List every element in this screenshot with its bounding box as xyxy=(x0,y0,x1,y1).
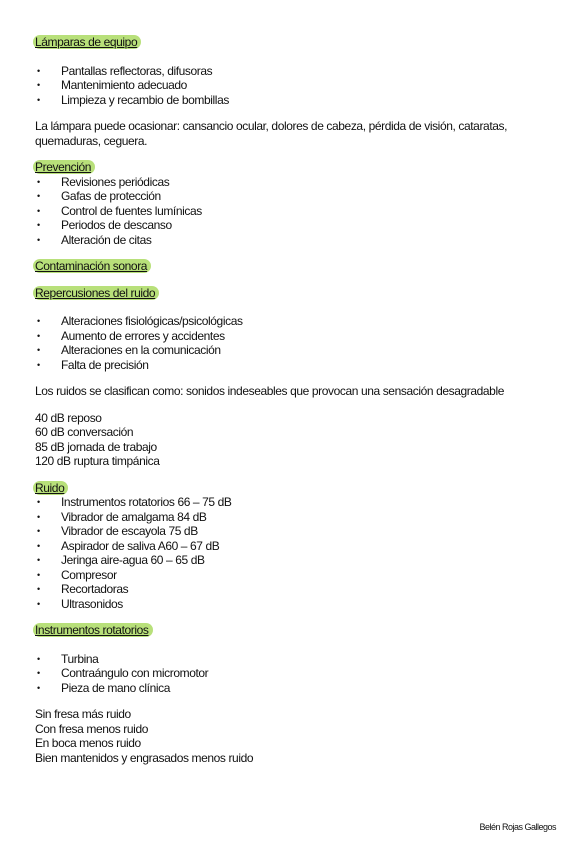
heading-ruido: Ruido xyxy=(33,481,68,495)
section-prevencion xyxy=(35,160,535,247)
list-prevencion xyxy=(35,175,535,248)
list-item: • Control de fuentes lumínicas xyxy=(35,204,535,219)
fresa-note-line: Con fresa menos ruido xyxy=(35,721,148,736)
fresa-note-line: Sin fresa más ruido xyxy=(35,707,131,721)
noise-level-line: 60 dB conversación xyxy=(35,425,134,439)
section-ruido xyxy=(35,481,535,612)
fresa-notes xyxy=(35,707,535,765)
section-contaminacion xyxy=(35,259,535,274)
list-instrumentos xyxy=(35,652,535,696)
paragraph-lamparas: La lámpara puede ocasionar: cansancio ocular, dolores de cabeza, pérdida de visión, cataratas, quemaduras, ceguera. xyxy=(35,119,508,148)
heading-repercusiones: Repercusiones del ruido xyxy=(33,286,159,300)
list-item: • Compresor xyxy=(35,568,535,583)
section-lamparas xyxy=(35,35,535,148)
list-item: • Recortadoras xyxy=(35,582,535,597)
list-item: • Alteraciones fisiológicas/psicológicas xyxy=(35,314,535,329)
list-item: • Limpieza y recambio de bombillas xyxy=(35,93,535,108)
list-item: • Aumento de errores y accidentes xyxy=(35,329,535,344)
heading-lamparas: Lámparas de equipo xyxy=(33,35,141,49)
noise-level-line: 40 dB reposo xyxy=(35,410,102,425)
list-item: • Contraángulo con micromotor xyxy=(35,666,535,681)
list-ruido xyxy=(35,495,535,611)
list-item: • Ultrasonidos xyxy=(35,597,535,612)
list-item: • Pantallas reflectoras, difusoras xyxy=(35,64,535,79)
noise-levels xyxy=(35,411,535,469)
section-instrumentos xyxy=(35,623,535,765)
noise-level-line: 85 dB jornada de trabajo xyxy=(35,439,157,454)
list-item: • Turbina xyxy=(35,652,535,667)
list-item: • Gafas de protección xyxy=(35,189,535,204)
list-item: • Falta de precisión xyxy=(35,358,535,373)
heading-prevencion: Prevención xyxy=(33,160,95,174)
list-repercusiones xyxy=(35,314,535,372)
list-item: • Alteraciones en la comunicación xyxy=(35,343,535,358)
list-item: • Vibrador de amalgama 84 dB xyxy=(35,510,535,525)
list-item: • Pieza de mano clínica xyxy=(35,681,535,696)
list-item: • Instrumentos rotatorios 66 – 75 dB xyxy=(35,495,535,510)
list-item: • Aspirador de saliva A60 – 67 dB xyxy=(35,539,535,554)
list-lamparas xyxy=(35,64,535,108)
document-page xyxy=(35,35,535,765)
list-item: • Alteración de citas xyxy=(35,233,535,248)
heading-contaminacion: Contaminación sonora xyxy=(33,259,151,273)
list-item: • Vibrador de escayola 75 dB xyxy=(35,524,535,539)
list-item: • Periodos de descanso xyxy=(35,218,535,233)
list-item: • Revisiones periódicas xyxy=(35,175,535,190)
list-item: • Jeringa aire-agua 60 – 65 dB xyxy=(35,553,535,568)
list-item: • Mantenimiento adecuado xyxy=(35,78,535,93)
fresa-note-line: En boca menos ruido xyxy=(35,736,141,750)
section-repercusiones xyxy=(35,286,535,469)
footer-author: Belén Rojas Gallegos xyxy=(479,822,556,832)
fresa-note-line: Bien mantenidos y engrasados menos ruido xyxy=(35,750,254,765)
heading-instrumentos: Instrumentos rotatorios xyxy=(33,623,153,637)
paragraph-ruidos: Los ruidos se clasifican como: sonidos indeseables que provocan una sensación desagradable xyxy=(35,384,504,398)
noise-level-line: 120 dB ruptura timpánica xyxy=(35,454,160,468)
